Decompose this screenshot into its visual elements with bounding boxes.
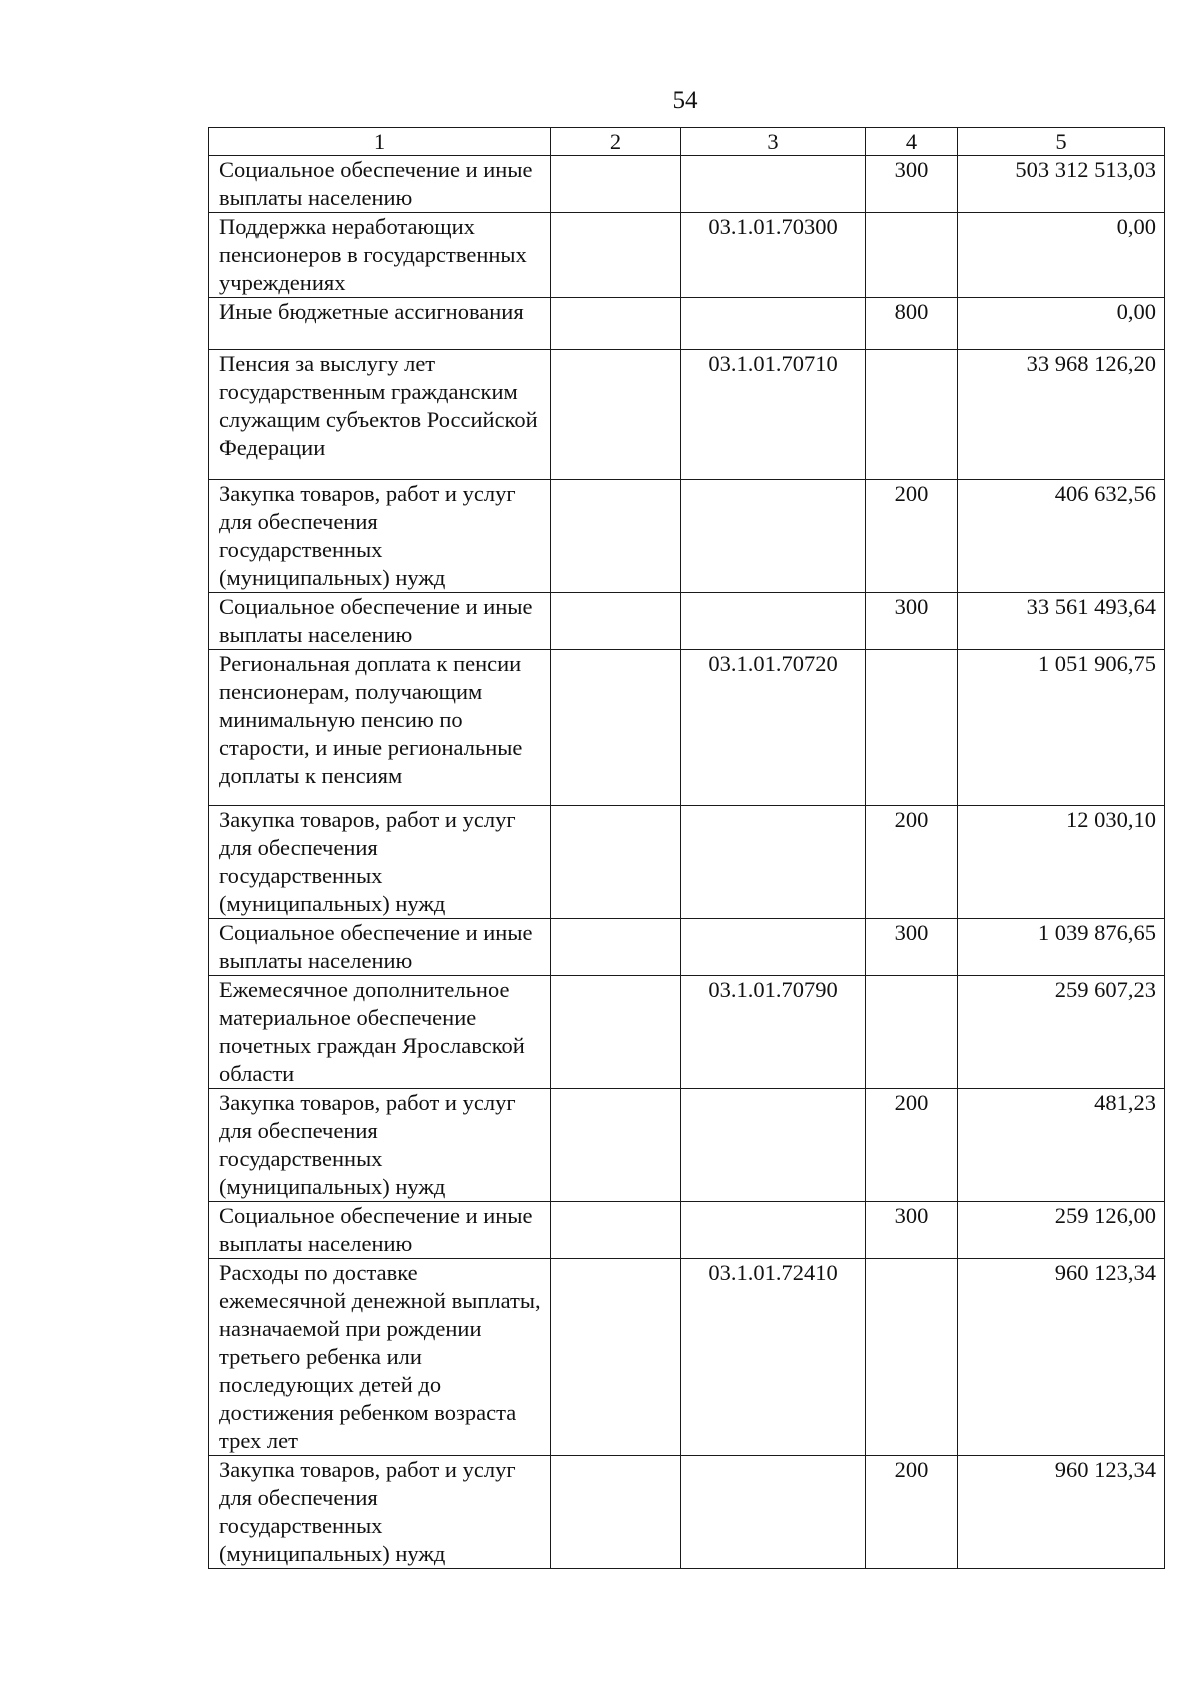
row-name-cell: Иные бюджетные ассигнования (209, 298, 551, 350)
row-type-cell (866, 350, 958, 480)
row-type-cell (866, 650, 958, 806)
row-code-cell (681, 480, 866, 593)
row-code-cell: 03.1.01.72410 (681, 1259, 866, 1456)
header-cell-3: 3 (681, 128, 866, 156)
row-col2-cell (551, 156, 681, 213)
row-col2-cell (551, 593, 681, 650)
row-col2-cell (551, 919, 681, 976)
row-amount-cell: 503 312 513,03 (958, 156, 1165, 213)
budget-table (208, 127, 1165, 1569)
row-name-cell: Социальное обеспечение и иные выплаты населению (209, 593, 551, 650)
row-name-cell: Пенсия за выслугу лет государственным гражданским служащим субъектов Российской Федерации (209, 350, 551, 480)
row-code-cell: 03.1.01.70710 (681, 350, 866, 480)
table-row (209, 350, 1165, 480)
row-name-cell: Региональная доплата к пенсии пенсионерам, получающим минимальную пенсию по старости, и иные региональные доплаты к пенсиям (209, 650, 551, 806)
row-type-cell: 300 (866, 1202, 958, 1259)
row-type-cell: 200 (866, 806, 958, 919)
row-amount-cell: 481,23 (958, 1089, 1165, 1202)
table-row (209, 156, 1165, 213)
row-name-cell: Закупка товаров, работ и услуг для обеспечения государственных (муниципальных) нужд (209, 806, 551, 919)
row-code-cell (681, 1089, 866, 1202)
row-type-cell (866, 213, 958, 298)
row-col2-cell (551, 1202, 681, 1259)
row-col2-cell (551, 350, 681, 480)
page-number: 54 (672, 87, 698, 114)
table-row (209, 1259, 1165, 1456)
row-name-cell: Расходы по доставке ежемесячной денежной выплаты, назначаемой при рождении третьего ребенка или последующих детей до достижения ребенком возраста трех лет (209, 1259, 551, 1456)
row-type-cell: 200 (866, 1089, 958, 1202)
row-type-cell: 300 (866, 156, 958, 213)
table-row (209, 593, 1165, 650)
row-col2-cell (551, 806, 681, 919)
row-name-cell: Закупка товаров, работ и услуг для обеспечения государственных (муниципальных) нужд (209, 1456, 551, 1569)
row-name-cell: Закупка товаров, работ и услуг для обеспечения государственных (муниципальных) нужд (209, 1089, 551, 1202)
row-type-cell: 800 (866, 298, 958, 350)
row-code-cell (681, 806, 866, 919)
row-amount-cell: 33 561 493,64 (958, 593, 1165, 650)
table-row (209, 1456, 1165, 1569)
row-amount-cell: 1 039 876,65 (958, 919, 1165, 976)
row-code-cell (681, 1202, 866, 1259)
row-amount-cell: 960 123,34 (958, 1259, 1165, 1456)
row-name-cell: Ежемесячное дополнительное материальное обеспечение почетных граждан Ярославской области (209, 976, 551, 1089)
table-header-row (209, 128, 1165, 156)
row-name-cell: Социальное обеспечение и иные выплаты населению (209, 1202, 551, 1259)
row-code-cell (681, 156, 866, 213)
table-row (209, 298, 1165, 350)
row-type-cell (866, 976, 958, 1089)
row-code-cell (681, 1456, 866, 1569)
row-col2-cell (551, 1089, 681, 1202)
row-code-cell (681, 593, 866, 650)
budget-table-body (209, 128, 1165, 1569)
row-col2-cell (551, 298, 681, 350)
row-name-cell: Поддержка неработающих пенсионеров в государственных учреждениях (209, 213, 551, 298)
row-amount-cell: 259 126,00 (958, 1202, 1165, 1259)
row-name-cell: Социальное обеспечение и иные выплаты населению (209, 919, 551, 976)
row-type-cell: 200 (866, 480, 958, 593)
row-col2-cell (551, 976, 681, 1089)
row-col2-cell (551, 650, 681, 806)
row-type-cell: 300 (866, 919, 958, 976)
row-type-cell: 200 (866, 1456, 958, 1569)
row-col2-cell (551, 480, 681, 593)
row-code-cell (681, 919, 866, 976)
row-amount-cell: 1 051 906,75 (958, 650, 1165, 806)
header-cell-1: 1 (209, 128, 551, 156)
row-type-cell: 300 (866, 593, 958, 650)
row-col2-cell (551, 1259, 681, 1456)
table-row (209, 976, 1165, 1089)
header-cell-5: 5 (958, 128, 1165, 156)
table-row (209, 1202, 1165, 1259)
row-code-cell: 03.1.01.70720 (681, 650, 866, 806)
row-col2-cell (551, 1456, 681, 1569)
header-cell-4: 4 (866, 128, 958, 156)
row-code-cell: 03.1.01.70300 (681, 213, 866, 298)
row-amount-cell: 406 632,56 (958, 480, 1165, 593)
table-row (209, 650, 1165, 806)
row-amount-cell: 0,00 (958, 213, 1165, 298)
row-amount-cell: 259 607,23 (958, 976, 1165, 1089)
table-row (209, 919, 1165, 976)
row-type-cell (866, 1259, 958, 1456)
row-amount-cell: 0,00 (958, 298, 1165, 350)
row-amount-cell: 12 030,10 (958, 806, 1165, 919)
table-row (209, 1089, 1165, 1202)
row-amount-cell: 33 968 126,20 (958, 350, 1165, 480)
row-name-cell: Закупка товаров, работ и услуг для обеспечения государственных (муниципальных) нужд (209, 480, 551, 593)
row-name-cell: Социальное обеспечение и иные выплаты населению (209, 156, 551, 213)
table-row (209, 806, 1165, 919)
table-row (209, 213, 1165, 298)
table-row (209, 480, 1165, 593)
row-col2-cell (551, 213, 681, 298)
row-amount-cell: 960 123,34 (958, 1456, 1165, 1569)
row-code-cell (681, 298, 866, 350)
row-code-cell: 03.1.01.70790 (681, 976, 866, 1089)
header-cell-2: 2 (551, 128, 681, 156)
